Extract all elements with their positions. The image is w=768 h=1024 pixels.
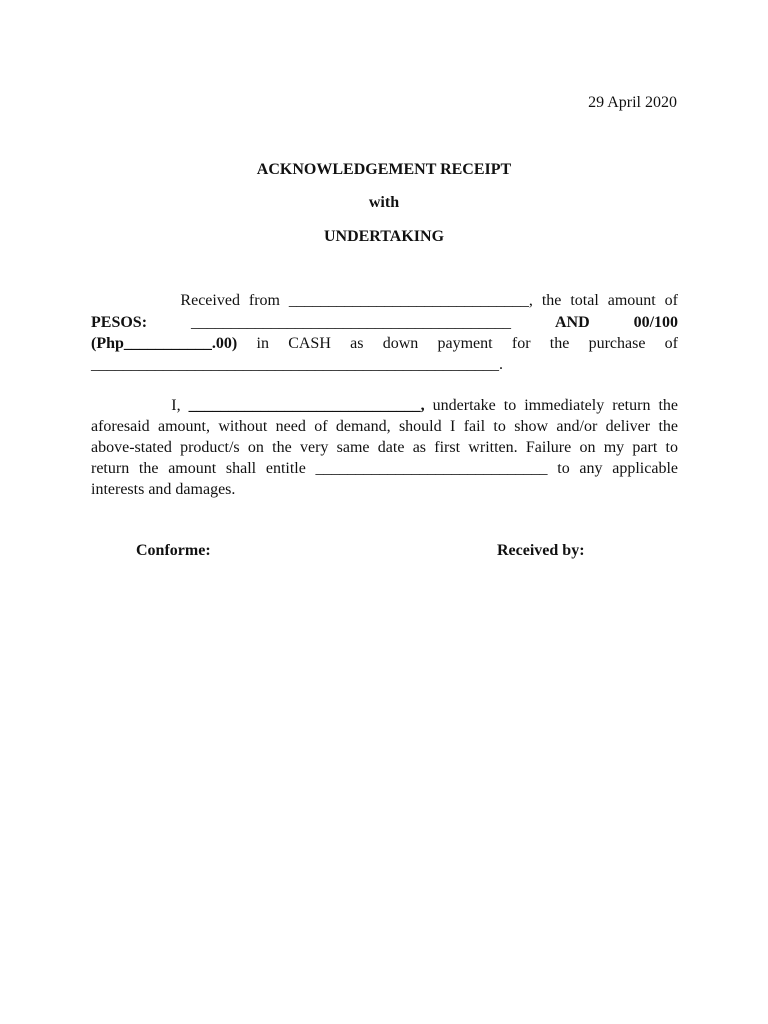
conforme-label: Conforme: [136,542,211,559]
undertaking-paragraph-line-3: above-stated product/s on the very same date as first written. Failure on my part to [91,439,678,456]
undertaking-end: undertake to immediately return the [432,397,679,414]
undertaking-paragraph-line-4: return the amount shall entitle _____________________________ to any applicable [91,460,678,477]
receipt-paragraph-line-3 [91,333,678,354]
payment-description: in CASH as down payment for the purchase of [256,335,679,352]
receipt-paragraph-line-1: Received from ______________________________, the total amount of [91,292,678,309]
receipt-paragraph-line-4: ___________________________________________________. [91,356,503,373]
centavos-label: AND 00/100 [554,314,679,331]
undertaking-start: I, [91,397,181,414]
title-line-1: ACKNOWLEDGEMENT RECEIPT [256,161,512,178]
undertaker-name-blank: _____________________________, [188,397,425,414]
undertaking-paragraph-line-5: interests and damages. [91,481,236,498]
title-line-2: with [368,194,400,211]
title-line-3: UNDERTAKING [323,228,445,245]
document-date: 29 April 2020 [588,94,677,111]
php-amount-blank: (Php___________.00) [91,335,238,352]
received-by-label: Received by: [497,542,585,559]
pesos-amount-blank: ________________________________________ [190,314,511,331]
pesos-label: PESOS: [91,314,148,331]
undertaking-paragraph-line-2: aforesaid amount, without need of demand, should I fail to show and/or deliver the [91,418,678,435]
undertaking-paragraph-line-1 [91,395,678,416]
receipt-paragraph-line-2 [91,312,678,333]
